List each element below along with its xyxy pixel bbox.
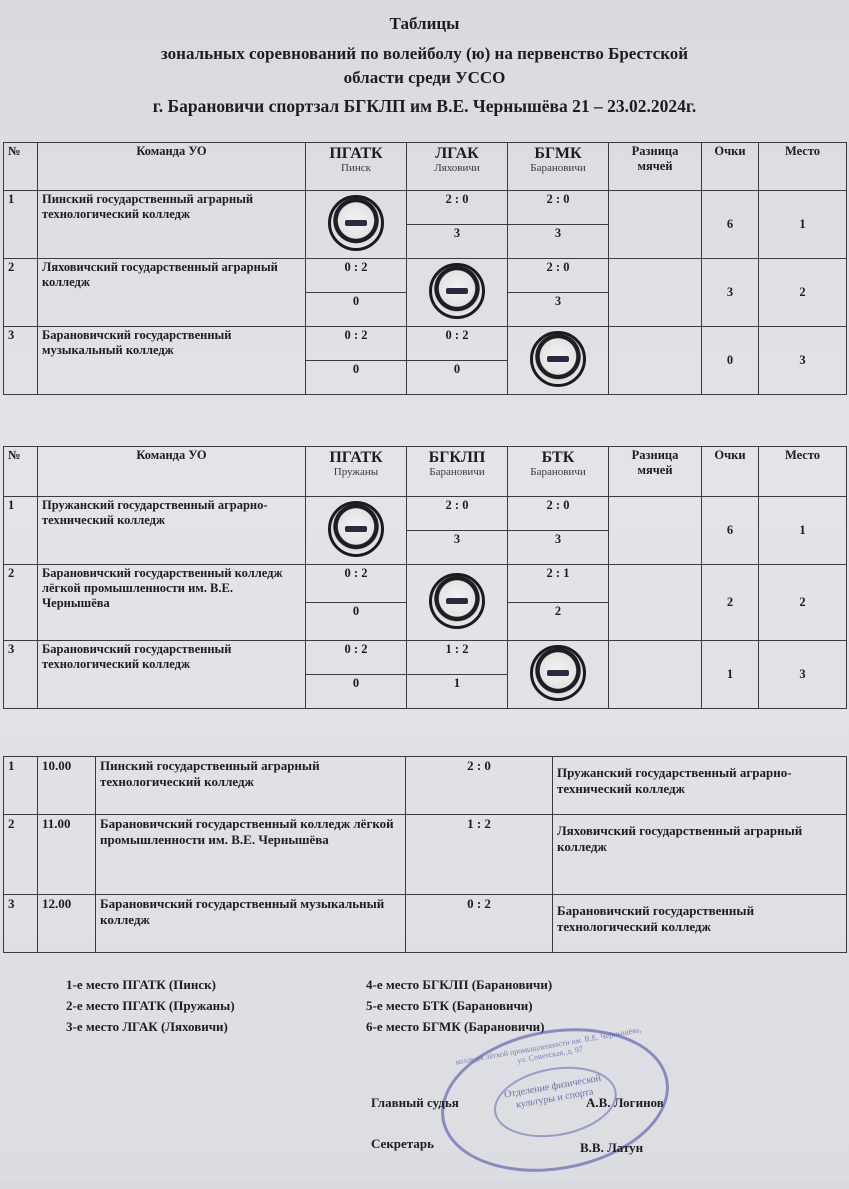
points-cell: 6 <box>702 191 759 259</box>
header-opponent-1: ПГАТК Пинск <box>306 143 407 191</box>
place-5: 5-е место БТК (Барановичи) <box>366 998 533 1013</box>
doc-venue-date: г. Барановичи спортзал БГКЛП им В.Е. Чернышёва 21 – 23.02.2024г. <box>152 96 697 116</box>
place-cell: 3 <box>759 327 847 395</box>
schedule-row <box>4 815 847 895</box>
team-name: Барановичский государственный музыкальный колледж <box>38 327 306 395</box>
header-place: Место <box>759 447 847 497</box>
place-cell: 2 <box>759 565 847 641</box>
place-4: 4-е место БГКЛП (Барановичи) <box>366 977 553 992</box>
chief-judge-label: Главный судья <box>371 1095 459 1110</box>
volleyball-icon <box>530 331 586 387</box>
header-opponent-3: БТК Барановичи <box>508 447 609 497</box>
points-subcell: 3 <box>508 531 609 565</box>
diff-cell <box>609 259 702 327</box>
diagonal-cell <box>508 641 609 709</box>
volleyball-icon <box>328 501 384 557</box>
volleyball-icon <box>328 195 384 251</box>
match-time: 10.00 <box>38 757 96 815</box>
score-cell: 0 : 2 <box>306 327 407 361</box>
place-cell: 2 <box>759 259 847 327</box>
header-num: № <box>4 143 38 191</box>
header-opponent-2: БГКЛП Барановичи <box>407 447 508 497</box>
place-3: 3-е место ЛГАК (Ляховичи) <box>66 1019 228 1034</box>
points-cell: 3 <box>702 259 759 327</box>
place-2: 2-е место ПГАТК (Пружаны) <box>66 998 235 1013</box>
points-subcell: 3 <box>407 531 508 565</box>
points-subcell: 3 <box>508 225 609 259</box>
match-team1: Пинский государственный аграрный технологический колледж <box>96 757 406 815</box>
row-num: 3 <box>4 327 38 395</box>
row-num: 2 <box>4 565 38 641</box>
score-cell: 2 : 0 <box>407 497 508 531</box>
points-cell: 0 <box>702 327 759 395</box>
place-cell: 1 <box>759 497 847 565</box>
schedule-table <box>3 756 847 953</box>
score-cell: 2 : 0 <box>508 497 609 531</box>
match-team2: Пружанский государственный аграрно-технический колледж <box>553 757 847 815</box>
header-diff: Разница мячей <box>609 447 702 497</box>
points-subcell: 0 <box>407 361 508 395</box>
team-name: Пружанский государственный аграрно-технический колледж <box>38 497 306 565</box>
diagonal-cell <box>407 565 508 641</box>
doc-title: Таблицы <box>389 14 460 33</box>
match-num: 2 <box>4 815 38 895</box>
points-subcell: 1 <box>407 675 508 709</box>
header-opponent-1: ПГАТК Пружаны <box>306 447 407 497</box>
doc-subtitle-1: зональных соревнований по волейболу (ю) на первенство Брестской <box>160 44 689 63</box>
diagonal-cell <box>508 327 609 395</box>
place-cell: 3 <box>759 641 847 709</box>
team-name: Барановичский государственный колледж лёгкой промышленности им. В.Е. Чернышёва <box>38 565 306 641</box>
score-cell: 1 : 2 <box>407 641 508 675</box>
place-6: 6-е место БГМК (Барановичи) <box>366 1019 545 1034</box>
match-team2: Ляховичский государственный аграрный колледж <box>553 815 847 895</box>
header-team: Команда УО <box>38 143 306 191</box>
diff-cell <box>609 327 702 395</box>
score-cell: 2 : 0 <box>508 191 609 225</box>
diagonal-cell <box>407 259 508 327</box>
secretary-label: Секретарь <box>371 1136 434 1151</box>
final-places-left <box>66 974 235 1037</box>
match-score: 0 : 2 <box>406 895 553 953</box>
match-score: 2 : 0 <box>406 757 553 815</box>
final-places-right <box>366 974 552 1037</box>
match-num: 1 <box>4 757 38 815</box>
score-cell: 2 : 0 <box>407 191 508 225</box>
score-cell: 0 : 2 <box>306 641 407 675</box>
points-subcell: 0 <box>306 603 407 641</box>
chief-judge-name: А.В. Логинов <box>586 1095 664 1110</box>
secretary-name: В.В. Латун <box>580 1140 644 1155</box>
header-place: Место <box>759 143 847 191</box>
volleyball-icon <box>429 263 485 319</box>
header-diff: Разница мячей <box>609 143 702 191</box>
header-opponent-3: БГМК Барановичи <box>508 143 609 191</box>
points-subcell: 3 <box>508 293 609 327</box>
match-time: 12.00 <box>38 895 96 953</box>
group2-table <box>3 446 847 709</box>
header-opponent-2: ЛГАК Ляховичи <box>407 143 508 191</box>
points-subcell: 0 <box>306 293 407 327</box>
row-num: 1 <box>4 191 38 259</box>
score-cell: 2 : 1 <box>508 565 609 603</box>
diagonal-cell <box>306 497 407 565</box>
stamp-ring-text: колледж лёгкой промышленности им. В.Е. Чернышёва, ул. Советская, д. 97 <box>454 1025 642 1067</box>
match-time: 11.00 <box>38 815 96 895</box>
doc-subtitle-2: области среди УССО <box>343 68 506 87</box>
score-cell: 0 : 2 <box>306 565 407 603</box>
points-subcell: 3 <box>407 225 508 259</box>
diff-cell <box>609 497 702 565</box>
team-name: Ляховичский государственный аграрный колледж <box>38 259 306 327</box>
header-team: Команда УО <box>38 447 306 497</box>
volleyball-icon <box>429 573 485 629</box>
points-subcell: 0 <box>306 675 407 709</box>
points-cell: 6 <box>702 497 759 565</box>
match-team1: Барановичский государственный колледж лёгкой промышленности им. В.Е. Чернышёва <box>96 815 406 895</box>
group1-table <box>3 142 847 395</box>
match-team1: Барановичский государственный музыкальный колледж <box>96 895 406 953</box>
place-1: 1-е место ПГАТК (Пинск) <box>66 977 216 992</box>
score-cell: 0 : 2 <box>407 327 508 361</box>
match-num: 3 <box>4 895 38 953</box>
diagonal-cell <box>306 191 407 259</box>
header-points: Очки <box>702 447 759 497</box>
diff-cell <box>609 641 702 709</box>
score-cell: 2 : 0 <box>508 259 609 293</box>
row-num: 2 <box>4 259 38 327</box>
team-name: Пинский государственный аграрный технологический колледж <box>38 191 306 259</box>
schedule-row <box>4 895 847 953</box>
header-points: Очки <box>702 143 759 191</box>
diff-cell <box>609 565 702 641</box>
place-cell: 1 <box>759 191 847 259</box>
team-name: Барановичский государственный технологический колледж <box>38 641 306 709</box>
points-cell: 1 <box>702 641 759 709</box>
score-cell: 0 : 2 <box>306 259 407 293</box>
row-num: 1 <box>4 497 38 565</box>
row-num: 3 <box>4 641 38 709</box>
points-subcell: 0 <box>306 361 407 395</box>
match-score: 1 : 2 <box>406 815 553 895</box>
stamp-center-text: Отделение физической культуры и спорта <box>503 1072 602 1111</box>
points-subcell: 2 <box>508 603 609 641</box>
volleyball-icon <box>530 645 586 701</box>
points-cell: 2 <box>702 565 759 641</box>
match-team2: Барановичский государственный технологический колледж <box>553 895 847 953</box>
diff-cell <box>609 191 702 259</box>
header-num: № <box>4 447 38 497</box>
schedule-row <box>4 757 847 815</box>
